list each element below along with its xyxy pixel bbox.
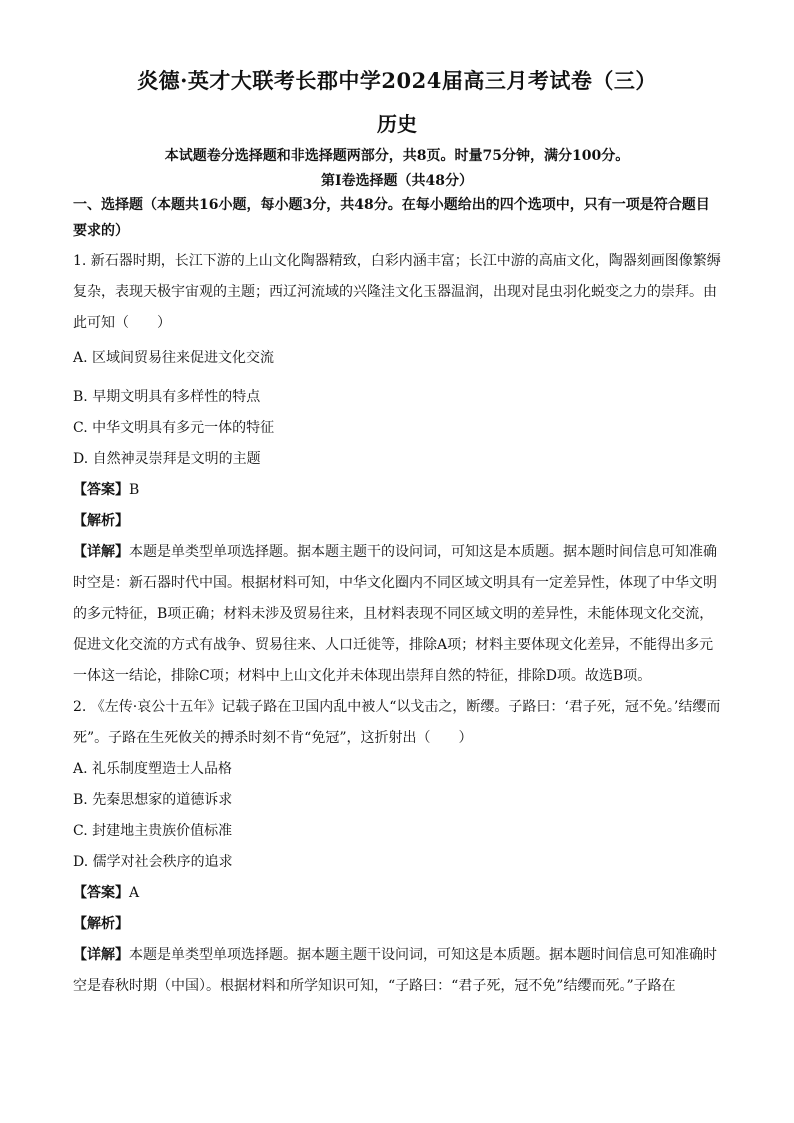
exam-intro: 本试题卷分选择题和非选择题两部分，共8页。时量75分钟，满分100分。 [164,148,630,164]
option-d: D. 儒学对社会秩序的追求 [73,854,233,870]
section-title: 第Ⅰ卷选择题（共48分） [320,173,474,189]
option-c: C. 封建地主贵族价值标准 [73,823,233,839]
option-b: B. 早期文明具有多样性的特点 [73,389,261,405]
question-2 [73,692,723,1002]
option-c: C. 中华文明具有多元一体的特征 [73,420,275,436]
page-title: 炎德·英才大联考长郡中学2024届高三月考试卷（三） [137,68,657,93]
question-stem: 1. 新石器时期，长江下游的上山文化陶器精致，白彩内涵丰富；长江中游的高庙文化，陶器刻画图像繁缛复杂，表现天极宇宙观的主题；西辽河流域的兴隆洼文化玉器温润，出现对昆虫羽化蜕变之力的崇拜。由此可知（ ） [73,253,721,331]
detail-paragraph [73,537,723,692]
answer-value: A [129,885,140,901]
subject-title: 历史 [377,112,417,136]
detail-text: 本题是单类型单项选择题。据本题主题干设问词，可知这是本质题。据本题时间信息可知准确时空是春秋时期（中国）。根据材料和所学知识可知，“子路曰：“君子死，冠不免”结缨而死。”子路在 [73,947,717,994]
answer-line [73,878,723,909]
option-a: A. 礼乐制度塑造士人品格 [73,761,233,777]
option-d: D. 自然神灵崇拜是文明的主题 [73,451,261,467]
option-b: B. 先秦思想家的道德诉求 [73,792,233,808]
answer-tag: 【答案】 [73,482,129,498]
answer-line [73,475,723,506]
option-a: A. 区域间贸易往来促进文化交流 [73,350,275,366]
answer-value: B [129,482,140,498]
part-heading: 一、选择题（本题共16小题，每小题3分，共48分。在每小题给出的四个选项中，只有一项是符合题目要求的） [73,197,710,239]
analysis-tag: 【解析】 [73,916,129,932]
analysis-tag: 【解析】 [73,513,129,529]
answer-tag: 【答案】 [73,885,129,901]
question-1 [73,246,723,692]
exam-content [73,192,723,1002]
detail-tag: 【详解】 [73,947,129,963]
detail-text: 本题是单类型单项选择题。据本题主题干的设问词，可知这是本质题。据本题时间信息可知准确时空是：新石器时代中国。根据材料可知，中华文化圈内不同区域文明具有一定差异性，体现了中华文明的多元特征，B项正确；材料未涉及贸易往来，且材料表现不同区域文明的差异性，未能体现文化交流，促进文化交流的方式有战争、贸易往来、人口迁徙等，排除A项；材料主要体现文化差异，不能得出多元一体这一结论，排除C项；材料中上山文化并未体现出崇拜自然的特征，排除D项。故选B项。 [73,544,717,684]
detail-tag: 【详解】 [73,544,129,560]
question-stem: 2. 《左传·哀公十五年》记载子路在卫国内乱中被人“以戈击之，断缨。子路曰：‘君子死，冠不免。’结缨而死”。子路在生死攸关的搏杀时刻不肯“免冠”，这折射出（ ） [73,699,721,746]
detail-paragraph [73,940,723,1002]
